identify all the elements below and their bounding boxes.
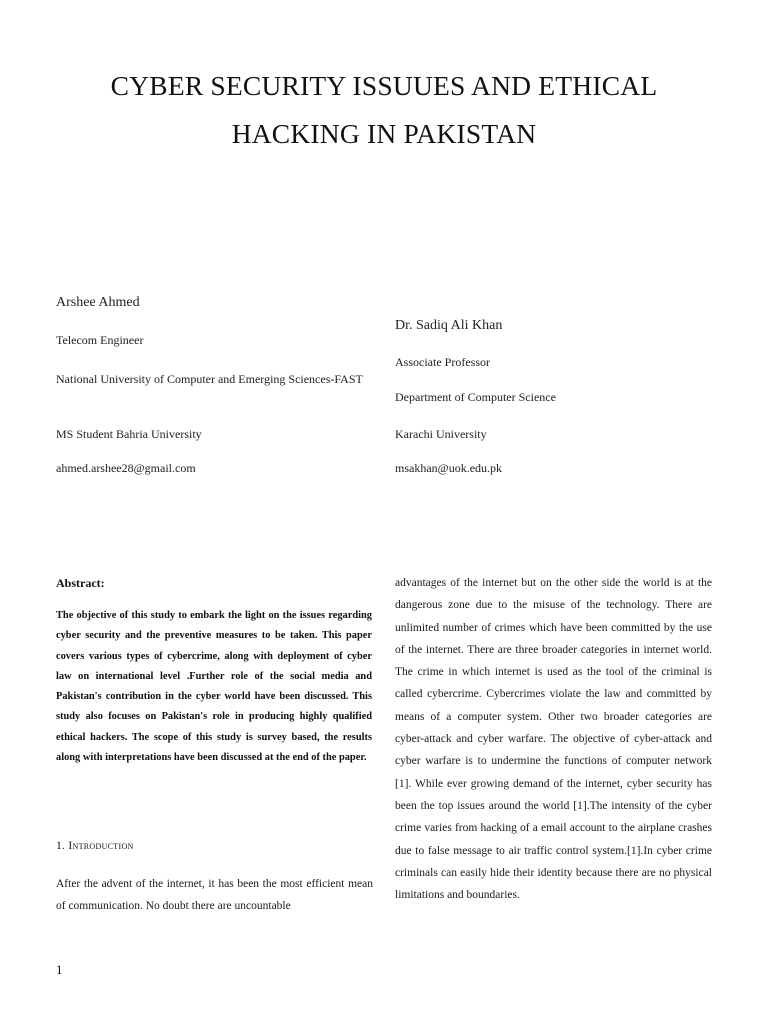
author1-name: Arshee Ahmed: [56, 295, 140, 310]
author1-email: ahmed.arshee28@gmail.com: [56, 461, 196, 475]
author2-university: Karachi University: [395, 427, 487, 441]
intro-left-column: After the advent of the internet, it has been the most efficient mean of communication. No doubt there are uncountable: [56, 878, 373, 913]
abstract-body: The objective of this study to embark the light on the issues regarding cyber security and the preventive measures to be taken. This paper covers various types of cybercrime, along with deployment of cyber law on international level .Further role of the social media and Pakistan's contribution in the cyber world have been discussed. This study also focuses on Pakistan's role in producing highly qualified ethical hackers. The scope of this study is survey based, the results along with interpretations have been discussed at the end of the paper.: [56, 610, 372, 764]
intro-right-column: advantages of the internet but on the other side the world is at the dangerous zone due to the misuse of the technology. There are unlimited number of crimes which have been committed by the use of the internet. There are three broader categories in internet world. The crime in which internet is used as the tool of the criminal is called cybercrime. Cybercrimes violate the law and committed by means of a computer system. Other two broader categories are cyber-attack and cyber warfare. The objective of cyber-attack and cyber warfare is to undermine the functions of computer network [1]. While ever growing demand of the internet, cyber security has been the top issues around the world [1].The intensity of the cyber crime varies from hacking of a email account to the airplane crashes due to false message to air traffic control system.[1].In cyber crime criminals can easily hide their identity because there are no physical limitations and boundaries.: [395, 577, 712, 902]
paper-title-line-1: CYBER SECURITY ISSUUES AND ETHICAL: [110, 70, 658, 101]
author1-affiliation: National University of Computer and Emerging Sciences-FAST: [56, 372, 363, 386]
author1-role: Telecom Engineer: [56, 333, 144, 347]
author2-name: Dr. Sadiq Ali Khan: [395, 318, 503, 333]
abstract-heading: Abstract:: [56, 576, 105, 590]
author2-email: msakhan@uok.edu.pk: [395, 461, 503, 475]
page-number: 1: [56, 962, 63, 977]
paper-title-line-2: HACKING IN PAKISTAN: [231, 118, 537, 149]
author2-role: Associate Professor: [395, 355, 490, 369]
author1-study: MS Student Bahria University: [56, 427, 202, 441]
author2-department: Department of Computer Science: [395, 390, 556, 404]
section-heading-introduction: 1. Introduction: [56, 840, 134, 852]
